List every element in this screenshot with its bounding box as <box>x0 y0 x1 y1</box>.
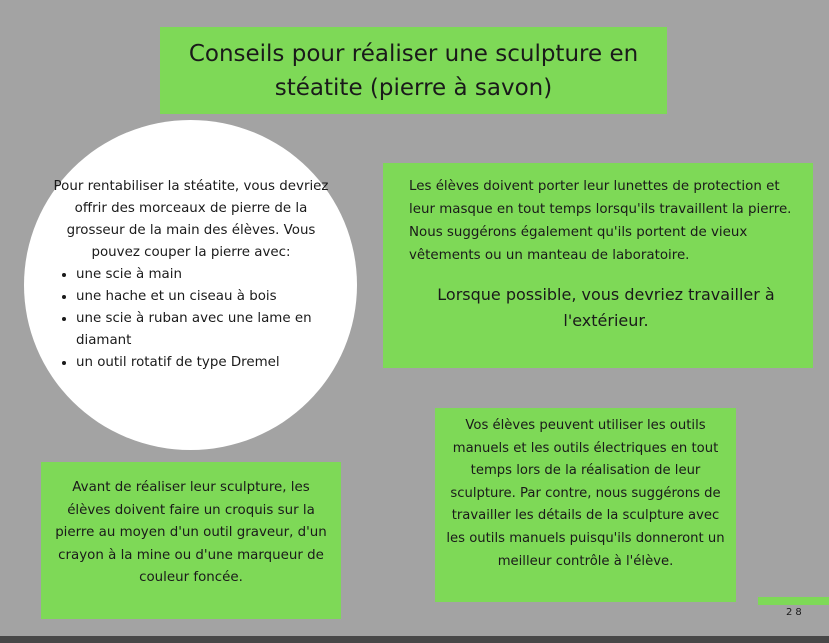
footer-bar <box>758 597 829 605</box>
list-item: • un outil rotatif de type Dremel <box>76 352 330 374</box>
cutting-tools-list <box>52 264 330 374</box>
page-title: Conseils pour réaliser une sculpture en stéatite (pierre à savon) <box>188 40 639 101</box>
outdoor-text: Lorsque possible, vous devriez travailler à l'extérieur. <box>437 285 775 330</box>
list-item: • une scie à ruban avec une lame en diamant <box>76 308 330 352</box>
page-number: 28 <box>786 607 805 618</box>
safety-text: Les élèves doivent porter leur lunettes de protection et leur masque en tout temps lorsqu'ils travaillent la pierre. Nous suggérons également qu'ils portent de vieux vêtements ou un manteau de laboratoire. <box>409 179 792 263</box>
circle-intro: Pour rentabiliser la stéatite, vous devriez offrir des morceaux de pierre de la grosseur de la main des élèves. Vous pouvez couper la pierre avec: <box>53 179 329 260</box>
tools-box <box>435 408 736 602</box>
sketch-box <box>41 462 341 619</box>
list-item: • une scie à main <box>76 264 330 286</box>
bottom-border <box>0 636 829 643</box>
sketch-text: Avant de réaliser leur sculpture, les élèves doivent faire un croquis sur la pierre au moyen d'un outil graveur, d'un crayon à la mine ou d'une marqueur de couleur foncée. <box>55 480 327 586</box>
circle-content <box>52 176 330 374</box>
list-item: • une hache et un ciseau à bois <box>76 286 330 308</box>
tools-text: Vos élèves peuvent utiliser les outils manuels et les outils électriques en tout temps lors de la réalisation de leur sculpture. Par contre, nous suggérons de travailler les détails de la sculpture avec les outils manuels puisqu'ils donneront un meilleur contrôle à l'élève. <box>446 418 725 569</box>
safety-box <box>383 163 813 368</box>
title-box <box>160 27 667 114</box>
